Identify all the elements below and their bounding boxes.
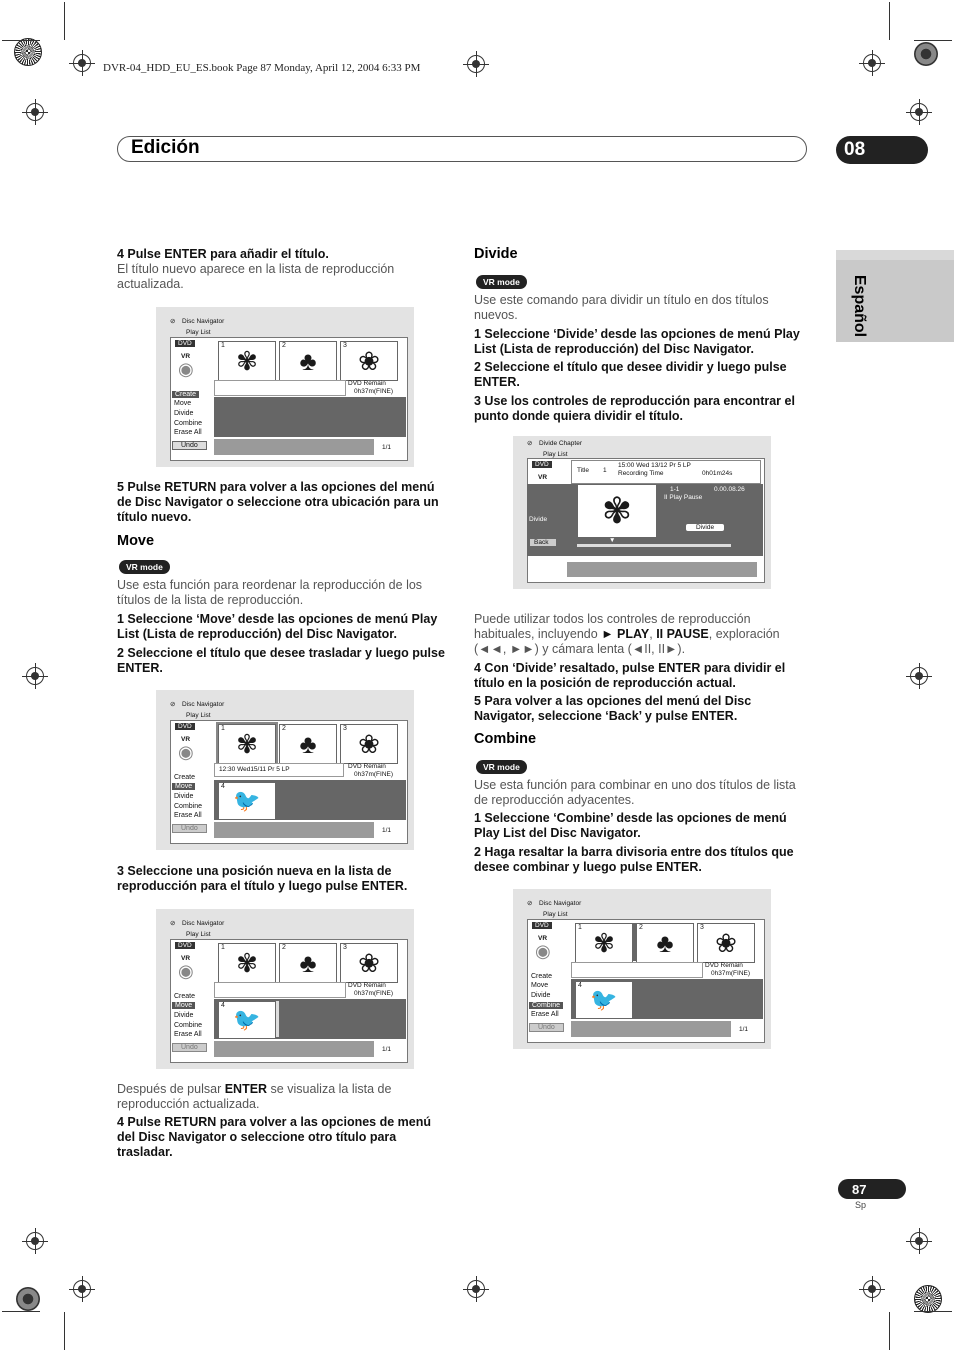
recording-date: 15:00 Wed 13/12 Pr 5 LP [618, 462, 691, 469]
screen-header: Disc Navigator [539, 900, 582, 907]
disc-navigator-icon: ⊘ [170, 701, 176, 708]
undo-button[interactable]: Undo [172, 441, 207, 450]
menu-divide[interactable]: Divide [174, 1012, 194, 1019]
screen-tab: Play List [543, 911, 568, 918]
menu-create[interactable]: Create [172, 391, 199, 398]
remain-label: DVD Remain [348, 982, 386, 989]
menu-create[interactable]: Create [531, 973, 553, 980]
remain-label: DVD Remain [705, 962, 743, 969]
toucan-icon: 🐦 [590, 987, 618, 1012]
crop-mark [914, 1311, 952, 1312]
crosshair-icon [863, 1280, 881, 1298]
leaf-icon: ✾ [236, 728, 258, 759]
toucan-icon: 🐦 [233, 1007, 261, 1032]
divide-step-4: 4 Con ‘Divide’ resaltado, pulse ENTER para dividir el título en la posición de reproducción actual. [474, 661, 786, 690]
thumbnail-1[interactable]: 1 ✾ [218, 724, 276, 764]
title-info-field [571, 962, 703, 978]
playback-controls-text: Puede utilizar todos los controles de reproducción habituales, incluyendo ► PLAY, II PAUSE, exploración (◄◄, ►►) y cámara lenta (◄II, II►). [474, 612, 780, 656]
vr-label: VR [538, 935, 548, 942]
vr-label: VR [181, 736, 191, 743]
page-indicator: 1/1 [739, 1026, 749, 1033]
title-number: 1 [603, 467, 607, 474]
lily-icon: ❀ [358, 728, 380, 759]
crop-mark [2, 40, 40, 41]
disc-navigator-icon: ⊘ [527, 900, 533, 907]
screen-header: Disc Navigator [182, 701, 225, 708]
crop-mark [889, 2, 890, 40]
lily-icon: ❀ [358, 345, 380, 376]
leaf-icon: ✾ [236, 345, 258, 376]
menu-combine[interactable]: Combine [529, 1002, 563, 1009]
divide-step-2: 2 Seleccione el título que desee dividir y luego pulse ENTER. [474, 360, 787, 389]
crosshair-icon [863, 54, 881, 72]
thumbnail-1[interactable]: 1 ✾ [218, 943, 276, 983]
menu-erase-all[interactable]: Erase All [174, 1031, 202, 1038]
divide-vr-badge: VR mode [476, 272, 527, 290]
dvd-logo: DVD [175, 340, 195, 347]
language-tab-highlight [836, 250, 954, 260]
status-bar [567, 562, 757, 577]
crosshair-icon [910, 667, 928, 685]
page-indicator: 1/1 [382, 827, 392, 834]
vr-label: VR [181, 353, 191, 360]
screenshot-move-select [156, 690, 414, 850]
progress-timeline[interactable] [577, 544, 731, 547]
thumbnail-4[interactable]: 4 🐦 [575, 981, 633, 1019]
undo-button[interactable]: Undo [172, 824, 207, 833]
registration-star-icon [914, 1285, 942, 1313]
crop-mark [64, 2, 65, 40]
status-bar [214, 1041, 374, 1057]
divide-button[interactable]: Divide [685, 523, 725, 532]
title-info-field [214, 982, 346, 998]
disc-icon: ◉ [535, 941, 551, 961]
chapter-bar [117, 136, 807, 162]
crosshair-icon [26, 667, 44, 685]
menu-move[interactable]: Move [531, 982, 549, 989]
thumbnail-1[interactable]: 1 ✾ [575, 923, 633, 963]
disc-icon: ◉ [178, 742, 194, 762]
combine-vr-badge: VR mode [476, 757, 527, 775]
lily-icon: ❀ [358, 947, 380, 978]
screen-tab: Play List [186, 931, 211, 938]
thumbnail-2[interactable]: 2 ♣ [279, 341, 337, 381]
menu-divide[interactable]: Divide [174, 410, 194, 417]
thumbnail-4[interactable]: 4 🐦 [218, 782, 276, 820]
remain-label: DVD Remain [348, 763, 386, 770]
divide-step-5: 5 Para volver a las opciones del menú del Disc Navigator, seleccione ‘Back’ y pulse ENTER. [474, 694, 752, 723]
thumbnail-3[interactable]: 3 ❀ [340, 341, 398, 381]
crosshair-icon [26, 103, 44, 121]
position-marker-icon: ▼ [609, 537, 616, 544]
undo-button[interactable]: Undo [172, 1043, 207, 1052]
screen-tab: Play List [186, 329, 211, 336]
thumbnail-2[interactable]: 2 ♣ [636, 923, 694, 963]
combine-intro: Use esta función para combinar en uno dos títulos de lista de reproducción adyacentes. [474, 778, 796, 807]
recording-time-label: Recording Time [618, 470, 664, 477]
tree-icon: ♣ [299, 728, 317, 759]
divide-screen-header: Divide Chapter [539, 440, 582, 447]
menu-create[interactable]: Create [174, 774, 196, 781]
move-step-3: 3 Seleccione una posición nueva en la lista de reproducción para el título y luego pulse ENTER. [117, 864, 408, 893]
dvd-logo: DVD [175, 723, 195, 730]
remain-label: DVD Remain [348, 380, 386, 387]
dvd-logo: DVD [532, 461, 552, 468]
step-5-return: 5 Pulse RETURN para volver a las opciones del menú de Disc Navigator o seleccione otra ubicación para un título nuevo. [117, 480, 439, 524]
move-step-1: 1 Seleccione ‘Move’ desde las opciones de menú Play List (Lista de reproducción) del Disc Navigator. [117, 612, 438, 641]
menu-erase-all[interactable]: Erase All [531, 1011, 559, 1018]
remain-value: 0h37m(FINE) [354, 990, 394, 997]
registration-solid-icon [16, 1287, 40, 1311]
back-button[interactable]: Back [529, 538, 557, 547]
tree-icon: ♣ [656, 927, 674, 958]
screenshot-combine [513, 889, 771, 1049]
remain-value: 0h37m(FINE) [354, 771, 394, 778]
menu-create[interactable]: Create [174, 993, 196, 1000]
menu-move[interactable]: Move [172, 783, 195, 790]
title-label: Title [577, 467, 590, 474]
thumbnail-2[interactable]: 2 ♣ [279, 724, 337, 764]
combine-step-1: 1 Seleccione ‘Combine’ desde las opciones de menú Play List del Disc Navigator. [474, 811, 787, 840]
insert-position-marker [276, 1001, 279, 1037]
screenshot-create [156, 307, 414, 467]
combine-heading: Combine [474, 731, 537, 747]
playback-time: 0.00.08.26 [714, 486, 745, 493]
crosshair-icon [467, 1280, 485, 1298]
leaf-icon: ✾ [593, 927, 615, 958]
after-enter-text: Después de pulsar ENTER se visualiza la lista de reproducción actualizada. [117, 1082, 392, 1111]
menu-erase-all[interactable]: Erase All [174, 429, 202, 436]
crop-mark [914, 40, 952, 41]
thumbnail-3[interactable]: 3 ❀ [340, 724, 398, 764]
move-step-4: 4 Pulse RETURN para volver a las opciones de menú del Disc Navigator o seleccione otro título para trasladar. [117, 1115, 431, 1159]
crosshair-icon [73, 54, 91, 72]
divide-step-1: 1 Seleccione ‘Divide’ desde las opciones de menú Play List (Lista de reproducción) del Disc Navigator. [474, 327, 800, 356]
vr-label: VR [538, 474, 548, 481]
title-info: 12:30 Wed15/11 Pr 5 LP [214, 763, 344, 777]
tree-icon: ♣ [299, 345, 317, 376]
divider-bar[interactable] [633, 923, 636, 961]
crosshair-icon [26, 1232, 44, 1250]
leaf-icon: ✾ [601, 490, 633, 531]
disc-navigator-icon: ⊘ [170, 920, 176, 927]
crop-mark [2, 1311, 40, 1312]
menu-erase-all[interactable]: Erase All [174, 812, 202, 819]
menu-combine[interactable]: Combine [174, 803, 203, 810]
screen-header: Disc Navigator [182, 318, 225, 325]
remain-value: 0h37m(FINE) [711, 970, 751, 977]
crosshair-icon [73, 1280, 91, 1298]
move-step-2: 2 Seleccione el título que desee trasladar y luego pulse ENTER. [117, 646, 445, 675]
step-4-add-title: 4 Pulse ENTER para añadir el título. [117, 247, 329, 261]
thumbnail-3[interactable]: 3 ❀ [340, 943, 398, 983]
disc-navigator-icon: ⊘ [527, 440, 533, 447]
title-info-field [214, 380, 346, 396]
lily-icon: ❀ [715, 927, 737, 958]
registration-solid-icon [914, 42, 938, 66]
crosshair-icon [910, 103, 928, 121]
menu-divide[interactable]: Divide [529, 516, 548, 523]
step-4-description: El título nuevo aparece en la lista de reproducción actualizada. [117, 262, 395, 291]
recording-time-value: 0h01m24s [702, 470, 733, 477]
screen-tab: Play List [543, 451, 568, 458]
move-vr-badge: VR mode [119, 557, 170, 575]
menu-move[interactable]: Move [174, 400, 192, 407]
tree-icon: ♣ [299, 947, 317, 978]
file-header: DVR-04_HDD_EU_ES.book Page 87 Monday, April 12, 2004 6:33 PM [103, 62, 421, 74]
page-number: 87 [838, 1179, 906, 1199]
leaf-icon: ✾ [236, 947, 258, 978]
crosshair-icon [910, 1232, 928, 1250]
disc-navigator-icon: ⊘ [170, 318, 176, 325]
toucan-icon: 🐦 [233, 788, 261, 813]
chapter-number-display: 1-1 [670, 486, 680, 493]
divide-intro: Use este comando para dividir un título en dos títulos nuevos. [474, 293, 769, 322]
thumbnail-4[interactable]: 4 🐦 [218, 1001, 276, 1039]
disc-icon: ◉ [178, 961, 194, 981]
screen-tab: Play List [186, 712, 211, 719]
divide-heading: Divide [474, 246, 518, 262]
disc-icon: ◉ [178, 359, 194, 379]
screenshot-divide-chapter [513, 436, 771, 589]
thumbnail-2[interactable]: 2 ♣ [279, 943, 337, 983]
remain-value: 0h37m(FINE) [354, 388, 394, 395]
thumbnail-1[interactable]: 1 ✾ [218, 341, 276, 381]
thumbnail-3[interactable]: 3 ❀ [697, 923, 755, 963]
crosshair-icon [467, 55, 485, 73]
empty-area [214, 397, 406, 437]
chapter-title: Edición [131, 137, 200, 158]
play-status: II Play Pause [664, 494, 703, 501]
menu-move[interactable]: Move [172, 1002, 195, 1009]
menu-divide[interactable]: Divide [174, 793, 194, 800]
page-indicator: 1/1 [382, 444, 392, 451]
chapter-number: 08 [836, 136, 928, 164]
menu-combine[interactable]: Combine [174, 1022, 203, 1029]
status-bar [214, 822, 374, 838]
undo-button[interactable]: Undo [529, 1023, 564, 1032]
combine-step-2: 2 Haga resaltar la barra divisoria entre dos títulos que desee combinar y luego pulse ENTER. [474, 845, 794, 874]
screenshot-move-position [156, 909, 414, 1069]
menu-divide[interactable]: Divide [531, 992, 551, 999]
move-intro: Use esta función para reordenar la reproducción de los títulos de la lista de reproducción. [117, 578, 423, 607]
preview-thumbnail [577, 484, 657, 538]
language-tab-label: Español [851, 274, 869, 338]
screen-header: Disc Navigator [182, 920, 225, 927]
dvd-logo: DVD [532, 922, 552, 929]
move-heading: Move [117, 533, 155, 549]
page-indicator: 1/1 [382, 1046, 392, 1053]
crop-mark [889, 1312, 890, 1350]
registration-star-icon [14, 38, 42, 66]
menu-combine[interactable]: Combine [174, 420, 203, 427]
crop-mark [64, 1312, 65, 1350]
divide-step-3: 3 Use los controles de reproducción para encontrar el punto donde quiera dividir el título. [474, 394, 795, 423]
vr-label: VR [181, 955, 191, 962]
status-bar [571, 1021, 731, 1037]
dvd-logo: DVD [175, 942, 195, 949]
status-bar [214, 439, 374, 455]
page-language-code: Sp [855, 1200, 867, 1210]
